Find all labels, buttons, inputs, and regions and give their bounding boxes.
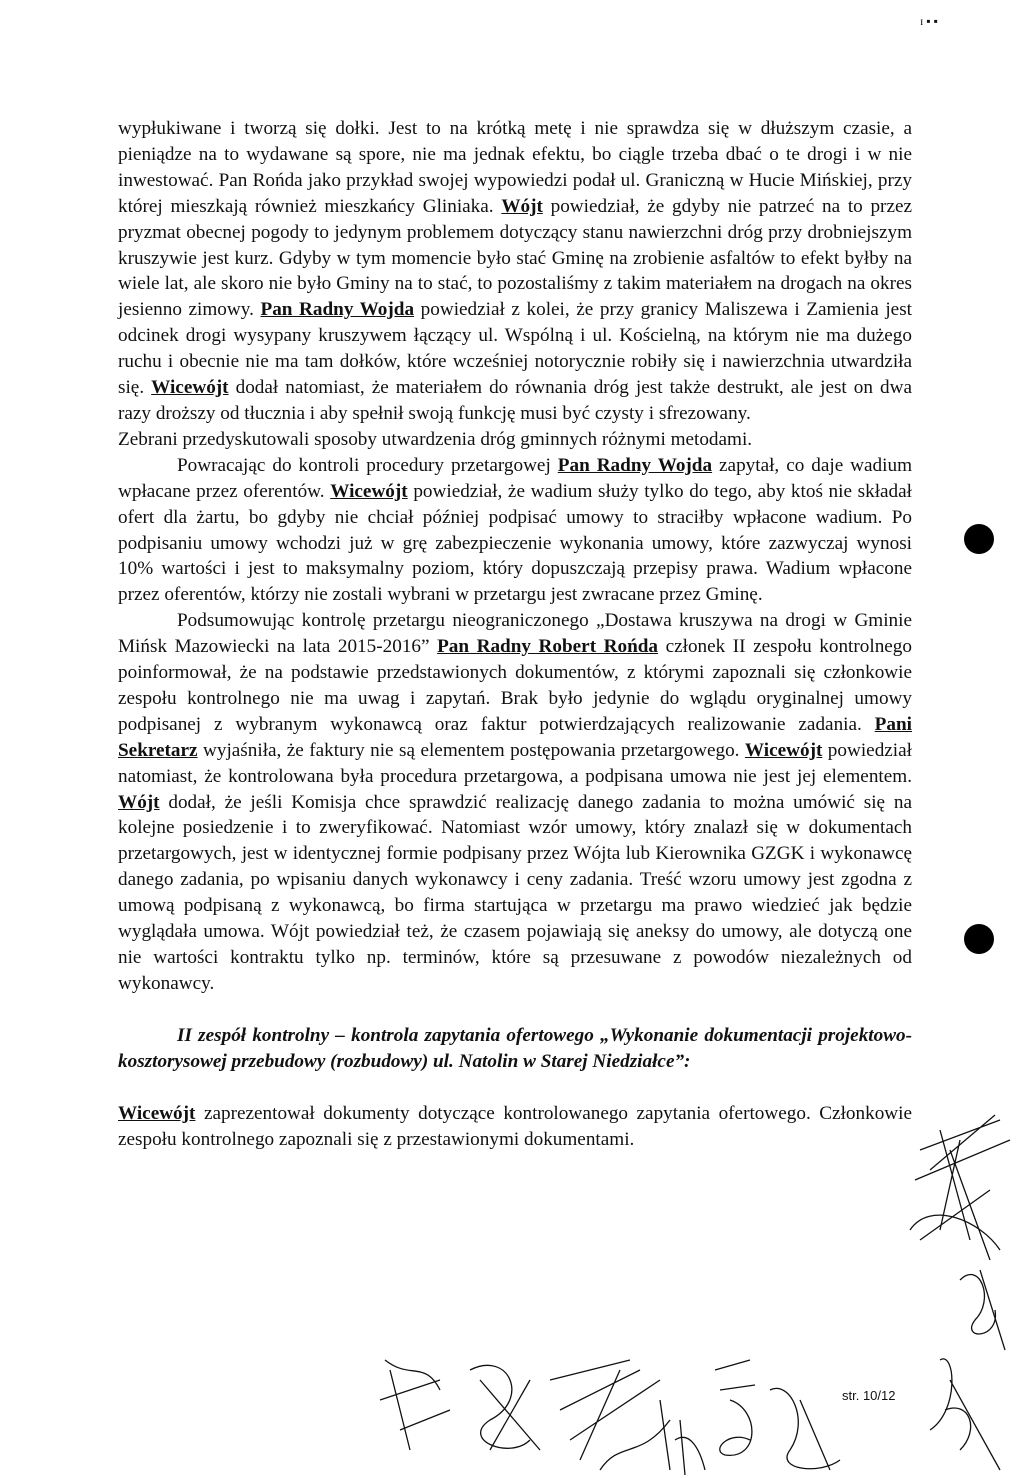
paragraph bbox=[118, 453, 912, 608]
speaker-name: Pani Sekretarz bbox=[118, 713, 912, 761]
paragraph-text: Zebrani przedyskutowali sposoby utwardzenia dróg gminnych różnymi metodami. bbox=[118, 428, 753, 450]
paragraph bbox=[118, 1023, 912, 1075]
paragraph-text: powiedział z kolei, że przy granicy Maliszewa i Zamienia jest odcinek drogi wysypany kruszywem łączący ul. Wspólną i ul. Kościelną, na którym nie ma dużego ruchu i obecnie nie ma tam dołków, które wcześniej notorycznie robiły się i nawierzchnia utwardziła się. bbox=[118, 299, 912, 399]
signature-right-margin bbox=[900, 1110, 1020, 1470]
paragraph bbox=[118, 427, 912, 453]
paragraph-text: II zespół kontrolny – kontrola zapytania ofertowego „Wykonanie dokumentacji projektowo-kosztorysowej przebudowy (rozbudowy) ul. Natolin w Starej Niedziałce”: bbox=[118, 1024, 912, 1072]
paragraph-text: powiedział, że gdyby nie patrzeć na to przez pryzmat obecnej pogody to jedynym problemem dotyczący stanu nawierzchni dróg przy drobniejszym kruszywie jest kurz. Gdyby w tym momencie było stać Gminę na zrobienie asfaltów to efekt byłby na wiele lat, ale skoro nie było Gminy na to stać, to pozostaliśmy z takim materiałem na drogach na okres jesienno zimowy. bbox=[118, 195, 913, 321]
body-text bbox=[118, 116, 912, 1152]
speaker-name: Wicewójt bbox=[151, 377, 229, 399]
punch-hole-mark bbox=[964, 524, 994, 554]
speaker-name: Pan Radny Robert Rońda bbox=[437, 636, 659, 658]
signatures-bottom bbox=[370, 1340, 850, 1478]
speaker-name: Wicewójt bbox=[744, 739, 823, 761]
speaker-name: Wójt bbox=[501, 195, 543, 217]
paragraph-text: powiedział, że wadium służy tylko do tego, aby ktoś nie składał ofert dla żartu, bo gdyby nie chciał później podpisać umowy to straciłby wpłacone wadium. Po podpisaniu umowy wchodzi już w grę zabezpieczenie wykonania umowy, które zazwyczaj wynosi 10% wartości i jest to maksymalny poziom, który dopuszczają przepisy prawa. Wadium wpłacone przez oferentów, którzy nie zostali wybrani w przetargu jest zwracane przez Gminę. bbox=[118, 480, 912, 606]
speaker-name: Wójt bbox=[118, 791, 160, 813]
speaker-name: Wicewójt bbox=[330, 480, 408, 502]
page-number: str. 10/12 bbox=[842, 1388, 896, 1403]
paragraph-text: wyjaśniła, że faktury nie są elementem postępowania przetargowego. bbox=[197, 739, 745, 761]
punch-hole-mark bbox=[964, 924, 994, 954]
paragraph-text: powiedział natomiast, że kontrolowana była procedura przetargowa, a podpisana umowa nie jest jej elementem. bbox=[118, 739, 912, 787]
speaker-name: Pan Radny Wojda bbox=[557, 454, 713, 476]
paragraph-text: dodał natomiast, że materiałem do równania dróg jest także destrukt, ale jest on dwa razy droższy od tłucznia i aby spełnił swoją funkcję musi być czysty i sfrezowany. bbox=[118, 377, 912, 424]
speaker-name: Pan Radny Wojda bbox=[260, 299, 415, 321]
paragraph-text: wypłukiwane i tworzą się dołki. Jest to na krótką metę i nie sprawdza się w dłuższym czasie, a pieniądze na to wydawane są spore, nie ma jednak efektu, bo ciągle trzeba dbać o te drogi i w nie inwestować. Pan Rońda jako przykład swojej wypowiedzi podał ul. Graniczną w Hucie Mińskiej, przy której mieszkają również mieszkańcy Gliniaka. bbox=[118, 118, 912, 217]
paragraph-text: Powracając do kontroli procedury przetargowej bbox=[177, 454, 558, 476]
paragraph-text: zapytał, co daje wadium wpłacane przez oferentów. bbox=[118, 454, 912, 502]
paragraph-text: członek II zespołu kontrolnego poinformował, że na podstawie przedstawionych dokumentów, z którymi zapoznali się członkowie zespołu kontrolnego nie ma uwag i zapytań. Brak było jedynie do wglądu oryginalnej umowy podpisanej z wybranym wykonawcą oraz faktur potwierdzających realizowanie zadania. bbox=[118, 636, 912, 735]
paragraph-text: zaprezentował dokumenty dotyczące kontrolowanego zapytania ofertowego. Członkowie zespołu kontrolnego zapoznali się z przestawionymi dokumentami. bbox=[118, 1102, 912, 1150]
paragraph-text: Podsumowując kontrolę przetargu nieograniczonego „Dostawa kruszywa na drogi w Gminie Mińsk Mazowiecki na lata 2015-2016” bbox=[118, 610, 912, 658]
paragraph-text: dodał, że jeśli Komisja chce sprawdzić realizację danego zadania to można umówić się na kolejne posiedzenie i to zweryfikować. Natomiast wzór umowy, który znalazł się w dokumentach przetargowych, jest w identycznej formie podpisany przez Wójta lub Kierownika GZGK i wykonawcę danego zadania, po wpisaniu danych wykonawcy i ceny zadania. Treść wzoru umowy jest zgodna z umową podpisaną z wykonawcą, bo firma startująca w przetargu ma prawo wiedzieć jak będzie wyglądała umowa. Wójt powiedział też, że czasem pojawiają się aneksy do umowy, ale dotyczą one nie wartości kontraktu tylko np. terminów, które są przesuwane z powodów niezależnych od wykonawcy. bbox=[118, 791, 912, 994]
paragraph bbox=[118, 608, 912, 997]
paragraph bbox=[118, 1101, 912, 1153]
speaker-name: Wicewójt bbox=[118, 1102, 196, 1124]
header-marks: ɪ ▪ ▪ bbox=[920, 14, 938, 28]
paragraph bbox=[118, 116, 912, 427]
